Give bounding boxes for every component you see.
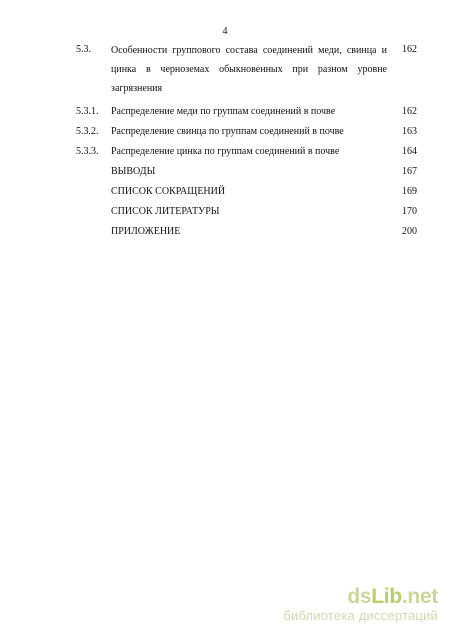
toc-entry-page: 170 — [402, 206, 417, 217]
toc-entry-page: 162 — [402, 106, 417, 117]
toc-entry-page: 162 — [402, 44, 417, 55]
toc-entry — [76, 41, 417, 98]
toc-entry-title: Распределение меди по группам соединений в почве — [111, 106, 336, 117]
toc-entry-conclusions — [76, 166, 417, 178]
toc-entry-title: ВЫВОДЫ — [111, 166, 156, 177]
watermark — [283, 586, 438, 624]
toc-entry-page: 164 — [402, 146, 417, 157]
watermark-logo — [283, 586, 438, 608]
toc-entry — [76, 106, 417, 118]
toc-entry-page: 167 — [402, 166, 417, 177]
toc-entry-title: ПРИЛОЖЕНИЕ — [111, 226, 181, 237]
toc-entry — [76, 146, 417, 158]
toc-entry-title: Распределение свинца по группам соединений в почве — [111, 126, 344, 137]
toc-entry-abbreviations — [76, 186, 417, 198]
toc-entry-title: СПИСОК ЛИТЕРАТУРЫ — [111, 206, 220, 217]
watermark-logo-ds: ds — [347, 585, 372, 608]
toc-entry-number: 5.3.2. — [76, 126, 99, 137]
toc-entry-number: 5.3.3. — [76, 146, 99, 157]
toc-entry — [76, 126, 417, 138]
watermark-logo-lib: Lib — [371, 585, 402, 608]
toc-entry-number: 5.3. — [76, 44, 91, 55]
toc-entry-page: 169 — [402, 186, 417, 197]
toc-entry-title: Распределение цинка по группам соединений в почве — [111, 146, 340, 157]
table-of-contents — [76, 41, 417, 238]
toc-entry-references — [76, 206, 417, 218]
watermark-logo-net: .net — [401, 585, 438, 608]
toc-entry-number: 5.3.1. — [76, 106, 99, 117]
watermark-tagline: библиотека диссертаций — [283, 608, 438, 623]
toc-entry-title: Особенности группового состава соединений меди, свинца и цинка в черноземах обыкновенных при разном уровне загрязнения — [111, 45, 387, 94]
toc-entry-title: СПИСОК СОКРАЩЕНИЙ — [111, 186, 226, 197]
toc-entry-page: 200 — [402, 226, 417, 237]
toc-entry-appendix — [76, 226, 417, 238]
page-number: 4 — [222, 26, 228, 37]
toc-entry-page: 163 — [402, 126, 417, 137]
